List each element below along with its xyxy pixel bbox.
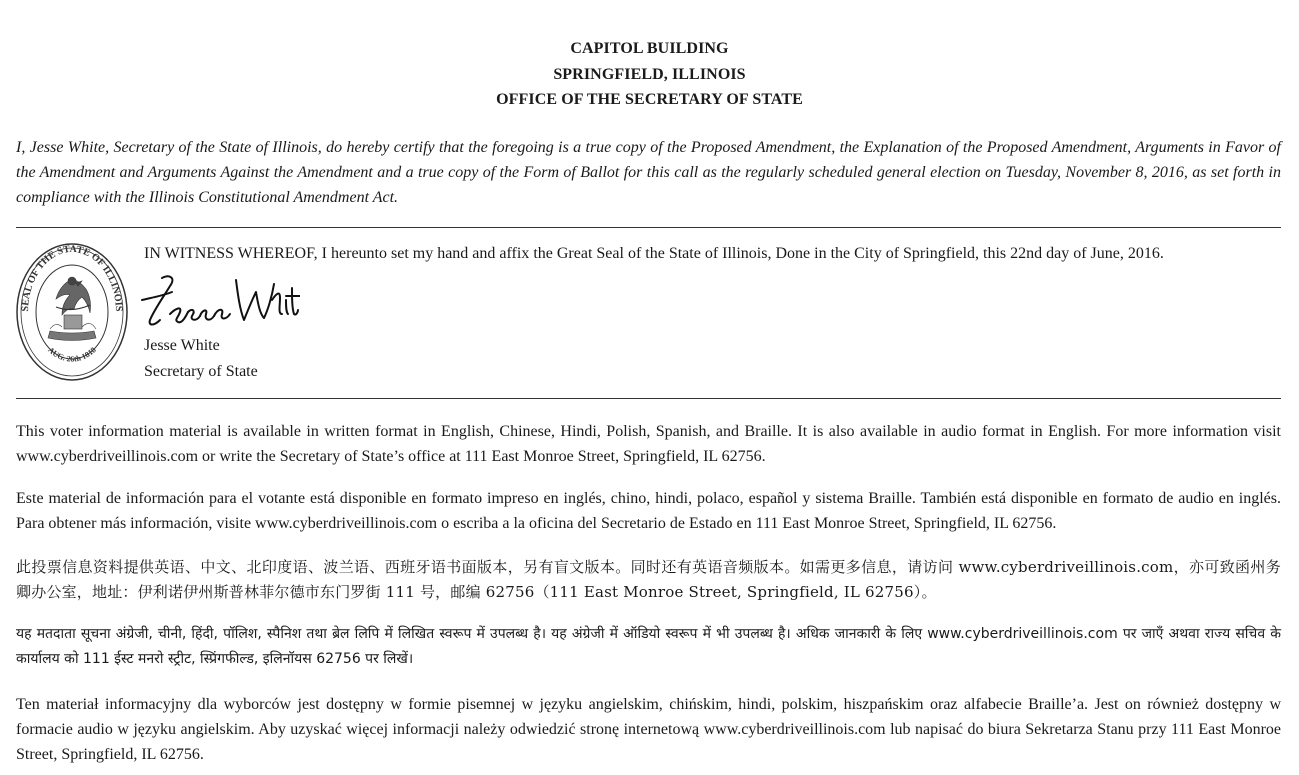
header-line-office: OFFICE OF THE SECRETARY OF STATE (496, 91, 803, 108)
witness-statement: IN WITNESS WHEREOF, I hereunto set my hand and affix the Great Seal of the State of Illinois, Done in the City of Springfield, this 22nd day of June, 2016. (144, 245, 1164, 262)
notice-spanish: Este material de información para el votante está disponible en formato impreso en inglés, chino, hindi, polaco, español y sistema Braille. También está disponible en formato de audio en inglés. Para obtener más información, visite www.cyberdriveillinois.com o escriba a la oficina del Secretario de Estado en 111 East Monroe Street, Springfield, IL 62756. (16, 490, 1281, 532)
signer-block (144, 333, 258, 384)
notice-english: This voter information material is available in written format in English, Chinese, Hindi, Polish, Spanish, and Braille. It is also available in audio format in English. For more information visit www.cyberdriveillinois.com or write the Secretary of State’s office at 111 East Monroe Street, Springfield, IL 62756. (16, 423, 1281, 465)
notice-chinese: 此投票信息资料提供英语、中文、北印度语、波兰语、西班牙语书面版本，另有盲文版本。同时还有英语音频版本。如需更多信息，请访问 www.cyberdriveillinois.com，亦可致函州务卿办公室，地址：伊利诺伊州斯普林菲尔德市东门罗街 111 号，邮编 62756（111 East Monroe Street, Springfield, IL 62756）。 (16, 558, 1281, 601)
divider-bottom (16, 398, 1281, 399)
header-line-capitol: CAPITOL BUILDING (570, 40, 729, 57)
svg-text:AUG. 26th 1818: AUG. 26th 1818 (46, 345, 98, 364)
divider-top (16, 227, 1281, 228)
signer-title: Secretary of State (144, 362, 258, 380)
signer-name: Jesse White (144, 337, 220, 354)
certification-statement: I, Jesse White, Secretary of the State of Illinois, do hereby certify that the foregoing is a true copy of the Proposed Amendment, the Explanation of the Proposed Amendment, Arguments in Favor of the Amendment and Arguments Against the Amendment and a true copy of the Form of Ballot for this call as the regularly scheduled general election on Tuesday, November 8, 2016, as set forth in compliance with the Illinois Constitutional Amendment Act. (16, 139, 1281, 206)
notice-hindi: यह मतदाता सूचना अंग्रेजी, चीनी, हिंदी, पॉलिश, स्पैनिश तथा ब्रेल लिपि में लिखित स्वरूप में उपलब्ध है। यह अंग्रेजी में ऑडियो स्वरूप में भी उपलब्ध है। अधिक जानकारी के लिए www.cyberdriveillinois.com पर जाएँ अथवा राज्य सचिव के कार्यालय को 111 ईस्ट मनरो स्ट्रीट, स्प्रिंगफील्ड, इलिनॉयस 62756 पर लिखें। (16, 626, 1281, 667)
svg-text:SEAL OF THE STATE OF ILLINOIS: SEAL OF THE STATE OF ILLINOIS (19, 243, 125, 312)
handwritten-signature (140, 270, 300, 332)
header-line-city: SPRINGFIELD, ILLINOIS (553, 65, 746, 83)
document-header (0, 36, 1299, 113)
notice-polish: Ten materiał informacyjny dla wyborców jest dostępny w formie pisemnej w języku angielskim, chińskim, hindi, polskim, hiszpańskim oraz alfabecie Braille’a. Jest on również dostępny w formacie audio w języku angielskim. Aby uzyskać więcej informacji należy odwiedzić stronę internetową www.cyberdriveillinois.com lub napisać do biura Sekretarza Stanu przy 111 East Monroe Street, Springfield, IL 62756. (16, 696, 1281, 763)
state-seal-icon (16, 243, 128, 381)
